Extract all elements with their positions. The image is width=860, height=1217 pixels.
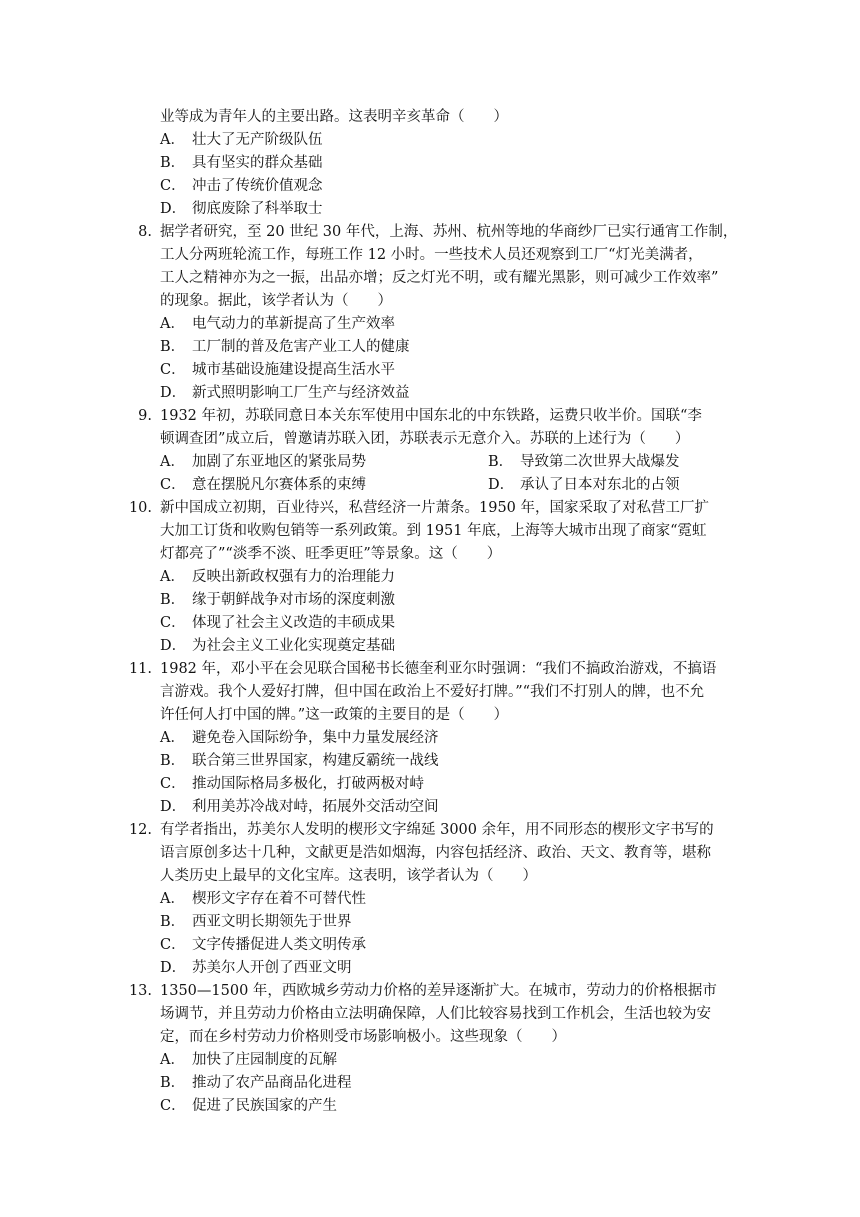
option-text: 城市基础设施建设提高生活水平 xyxy=(192,362,395,378)
option-letter: C． xyxy=(160,776,186,792)
option-letter: A． xyxy=(160,316,185,332)
option-text: 缘于朝鲜战争对市场的深度刺激 xyxy=(192,592,395,608)
option-text: 壮大了无产阶级队伍 xyxy=(192,132,323,148)
option-text: 苏美尔人开创了西亚文明 xyxy=(192,960,352,976)
q12-number: 12. xyxy=(128,822,152,838)
q9-option-c xyxy=(160,474,366,497)
option-letter: B． xyxy=(160,339,186,355)
q11-stem-line: 1982 年，邓小平在会见联合国秘书长德奎利亚尔时强调：“我们不搞政治游戏，不搞语 xyxy=(160,661,717,677)
option-letter: C． xyxy=(160,615,186,631)
q10-stem-line: 新中国成立初期，百业待兴，私营经济一片萧条。1950 年，国家采取了对私营工厂扩 xyxy=(160,500,710,516)
q8-option-a xyxy=(160,313,395,336)
option-text: 承认了日本对东北的占领 xyxy=(520,477,680,493)
option-text: 推动国际格局多极化，打破两极对峙 xyxy=(192,776,424,792)
option-text: 体现了社会主义改造的丰硕成果 xyxy=(192,615,395,631)
option-text: 加快了庄园制度的瓦解 xyxy=(192,1052,337,1068)
option-letter: A． xyxy=(160,1052,185,1068)
q11-option-a xyxy=(160,727,439,750)
option-text: 推动了农产品商品化进程 xyxy=(192,1075,352,1091)
q9-option-b xyxy=(488,451,680,474)
q9-stem-line: 顿调查团”成立后，曾邀请苏联入团，苏联表示无意介入。苏联的上述行为（ ） xyxy=(160,431,690,447)
option-text: 彻底废除了科举取士 xyxy=(192,201,323,217)
q8-stem-line: 工人分两班轮流工作，每班工作 12 小时。一些技术人员还观察到工厂“灯光美满者， xyxy=(160,247,703,263)
q13-stem-line: 定，而在乡村劳动力价格则受市场影响极小。这些现象（ ） xyxy=(160,1029,566,1045)
q11-number: 11. xyxy=(128,661,152,677)
option-letter: B． xyxy=(160,914,186,930)
q10-option-b xyxy=(160,589,395,612)
option-letter: C． xyxy=(160,937,186,953)
option-text: 意在摆脱凡尔赛体系的束缚 xyxy=(192,477,366,493)
q11-option-c xyxy=(160,773,424,796)
option-letter: A． xyxy=(160,132,185,148)
q12-stem-line: 人类历史上最早的文化宝库。这表明，该学者认为（ ） xyxy=(160,868,537,884)
q12-stem-line: 语言原创多达十几种，文献更是浩如烟海，内容包括经济、政治、天文、教育等，堪称 xyxy=(160,845,711,861)
option-letter: B． xyxy=(160,592,186,608)
option-text: 楔形文字存在着不可替代性 xyxy=(192,891,366,907)
q7-option-b xyxy=(160,152,323,175)
q12-option-a xyxy=(160,888,366,911)
q7-option-d xyxy=(160,198,323,221)
option-letter: D． xyxy=(160,385,187,401)
q8-stem-line: 的现象。据此，该学者认为（ ） xyxy=(160,293,392,309)
q10-option-a xyxy=(160,566,395,589)
option-text: 新式照明影响工厂生产与经济效益 xyxy=(192,385,410,401)
q13-option-c xyxy=(160,1095,337,1118)
option-text: 联合第三世界国家，构建反霸统一战线 xyxy=(192,753,439,769)
q10-number: 10. xyxy=(128,500,152,516)
option-letter: C． xyxy=(160,477,186,493)
option-letter: A． xyxy=(160,891,185,907)
q12-option-b xyxy=(160,911,352,934)
q8-option-b xyxy=(160,336,410,359)
option-letter: C． xyxy=(160,1098,186,1114)
q9-option-a xyxy=(160,451,366,474)
option-letter: D． xyxy=(160,960,187,976)
q13-option-a xyxy=(160,1049,337,1072)
option-text: 文字传播促进人类文明传承 xyxy=(192,937,366,953)
q11-stem-line: 言游戏。我个人爱好打牌，但中国在政治上不爱好打牌。”“我们不打别人的牌，也不允 xyxy=(160,684,705,700)
q8-number: 8. xyxy=(138,224,152,240)
option-letter: A． xyxy=(160,454,185,470)
q13-option-b xyxy=(160,1072,352,1095)
option-letter: D． xyxy=(160,799,187,815)
q9-option-d xyxy=(488,474,680,497)
option-text: 避免卷入国际纷争，集中力量发展经济 xyxy=(192,730,439,746)
option-letter: B． xyxy=(160,155,186,171)
option-letter: D． xyxy=(160,638,187,654)
option-text: 西亚文明长期领先于世界 xyxy=(192,914,352,930)
option-text: 电气动力的革新提高了生产效率 xyxy=(192,316,395,332)
option-text: 导致第二次世界大战爆发 xyxy=(520,454,680,470)
option-letter: B． xyxy=(160,1075,186,1091)
option-text: 反映出新政权强有力的治理能力 xyxy=(192,569,395,585)
q11-option-d xyxy=(160,796,439,819)
q12-option-d xyxy=(160,957,352,980)
q7-option-c xyxy=(160,175,323,198)
q8-stem-line: 工人之精神亦为之一振，出品亦增；反之灯光不明，或有耀光黑影，则可减少工作效率” xyxy=(160,270,719,286)
option-text: 冲击了传统价值观念 xyxy=(192,178,323,194)
option-letter: D． xyxy=(488,477,515,493)
option-letter: A． xyxy=(160,569,185,585)
q8-option-c xyxy=(160,359,395,382)
option-text: 工厂制的普及危害产业工人的健康 xyxy=(192,339,410,355)
option-letter: C． xyxy=(160,178,186,194)
q7-stem-line: 业等成为青年人的主要出路。这表明辛亥革命（ ） xyxy=(160,109,508,125)
q9-stem-line: 1932 年初，苏联同意日本关东军使用中国东北的中东铁路，运费只收半价。国联“李 xyxy=(160,408,702,424)
q10-stem-line: 灯都亮了”“淡季不淡、旺季更旺”等景象。这（ ） xyxy=(160,546,502,562)
option-text: 具有坚实的群众基础 xyxy=(192,155,323,171)
q13-stem-line: 1350—1500 年，西欧城乡劳动力价格的差异逐渐扩大。在城市，劳动力的价格根据市 xyxy=(160,983,717,999)
option-letter: B． xyxy=(160,753,186,769)
option-letter: D． xyxy=(160,201,187,217)
option-letter: A． xyxy=(160,730,185,746)
option-letter: B． xyxy=(488,454,514,470)
q12-option-c xyxy=(160,934,366,957)
option-letter: C． xyxy=(160,362,186,378)
q10-option-d xyxy=(160,635,395,658)
option-text: 为社会主义工业化实现奠定基础 xyxy=(192,638,395,654)
q7-option-a xyxy=(160,129,323,152)
q10-option-c xyxy=(160,612,395,635)
q8-option-d xyxy=(160,382,410,405)
q10-stem-line: 大加工订货和收购包销等一系列政策。到 1951 年底，上海等大城市出现了商家“霓虹 xyxy=(160,523,707,539)
q9-number: 9. xyxy=(138,408,152,424)
q11-stem-line: 许任何人打中国的牌。”这一政策的主要目的是（ ） xyxy=(160,707,509,723)
q13-number: 13. xyxy=(128,983,152,999)
q12-stem-line: 有学者指出，苏美尔人发明的楔形文字绵延 3000 余年，用不同形态的楔形文字书写的 xyxy=(160,822,714,838)
option-text: 促进了民族国家的产生 xyxy=(192,1098,337,1114)
option-text: 利用美苏冷战对峙，拓展外交活动空间 xyxy=(192,799,439,815)
q13-stem-line: 场调节，并且劳动力价格由立法明确保障，人们比较容易找到工作机会，生活也较为安 xyxy=(160,1006,711,1022)
q11-option-b xyxy=(160,750,439,773)
q8-stem-line: 据学者研究，至 20 世纪 30 年代，上海、苏州、杭州等地的华商纱厂已实行通宵工作制， xyxy=(160,224,738,240)
option-text: 加剧了东亚地区的紧张局势 xyxy=(192,454,366,470)
